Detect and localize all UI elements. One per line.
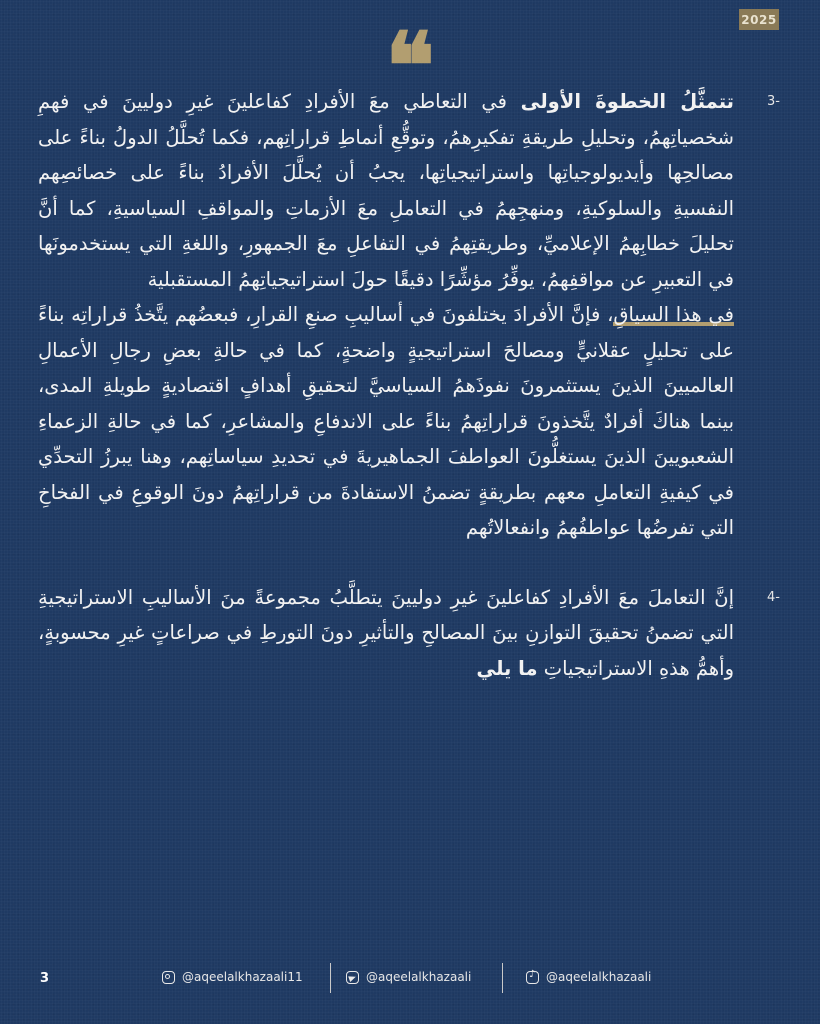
- page-number: 3: [40, 971, 50, 986]
- instagram-handle[interactable]: [162, 970, 303, 984]
- paragraph-text: [38, 84, 734, 546]
- quote-mark-icon: ❝: [385, 12, 435, 120]
- tiktok-handle[interactable]: [526, 970, 651, 984]
- paragraph-text-part: ، فإنَّ الأفرادَ يختلفونَ في أساليبِ صنعِ القرارِ، فبعضُهم يتَّخذُ قراراتِه بناءً على تحليلٍ عقلانيٍّ ومصالحَ استراتيجيةٍ واضحةٍ، كما في حالةِ بعضِ رجالِ الأعمالِ العالميينَ الذينَ يستثمرونَ نفوذَهمُ السياسيَّ لتحقيقِ أهدافٍ اقتصاديةٍ طويلةِ المدى، بينما هناكَ أفرادٌ يتَّخذونَ قراراتِهمُ بناءً على الاندفاعِ والمشاعرِ، كما في حالةِ الزعماءِ الشعبويينَ الذينَ يستغلُّونَ العواطفَ الجماهيريةَ في تحديدِ سياساتِهم، وهنا يبرزُ التحدِّي في كيفيةِ التعاملِ معهم بطريقةٍ تضمنُ الاستفادةَ من قراراتِهمُ دونَ الوقوعِ في الفخاخِ التي تفرضُها عواطفُهمُ وانفعالاتُهم: [38, 303, 734, 539]
- paragraph-3: [38, 84, 780, 546]
- footer-divider: [502, 963, 503, 993]
- tail-bold-text: ما يلي: [476, 656, 538, 680]
- telegram-icon: [346, 971, 359, 984]
- instagram-icon: [162, 971, 175, 984]
- telegram-text: @aqeelalkhazaali: [366, 970, 472, 984]
- telegram-handle[interactable]: [346, 970, 471, 984]
- article-body: [38, 84, 780, 686]
- paragraph-text-part: في التعاطي معَ الأفرادِ كفاعلينَ غيرِ دوليينَ في فهمِ شخصياتِهمُ، وتحليلِ طريقةِ تفكيرِهمُ، وتوقُّعِ أنماطِ قراراتِهم، فكما تُحلَّلُ الدولُ بناءً على مصالحِها وأيديولوجياتِها واستراتيجياتِها، يجبُ أن يُحلَّلَ الأفرادُ بناءً على خصائصِهم النفسيةِ والسلوكيةِ، ومنهجِهمُ في التعاملِ معَ الأزماتِ والمواقفِ السياسيةِ، كما أنَّ تحليلَ خطابِهمُ الإعلاميِّ، وطريقتِهمُ في التفاعلِ معَ الجمهورِ، واللغةِ التي يستخدمونَها في التعبيرِ عن مواقفِهمُ، يوفِّرُ مؤشِّرًا دقيقًا حولَ استراتيجياتِهمُ المستقبلية: [38, 90, 734, 291]
- paragraph-text: [38, 580, 734, 687]
- tiktok-text: @aqeelalkhazaali: [546, 970, 652, 984]
- lead-bold-text: تتمثَّلُ الخطوةَ الأولى: [520, 90, 734, 113]
- paragraph-number: 3-: [767, 94, 780, 109]
- paragraph-number: 4-: [767, 589, 780, 605]
- paragraph-text-part: إنَّ التعاملَ معَ الأفرادِ كفاعلينَ غيرِ دوليينَ يتطلَّبُ مجموعةً منَ الأساليبِ الاستراتيجيةِ التي تضمنُ تحقيقَ التوازنِ بينَ المصالحِ والتأثيرِ دونَ التورطِ في صراعاتٍ غيرِ محسوبةٍ، وأهمُّ هذهِ الاستراتيجياتِ: [38, 585, 734, 680]
- footer-divider: [330, 963, 331, 993]
- instagram-text: @aqeelalkhazaali11: [182, 970, 303, 984]
- footer: [0, 966, 820, 996]
- highlighted-phrase: في هذا السياقِ: [613, 303, 734, 326]
- paragraph-4: [38, 580, 780, 687]
- tiktok-icon: [526, 971, 539, 984]
- year-badge: 2025: [739, 9, 779, 30]
